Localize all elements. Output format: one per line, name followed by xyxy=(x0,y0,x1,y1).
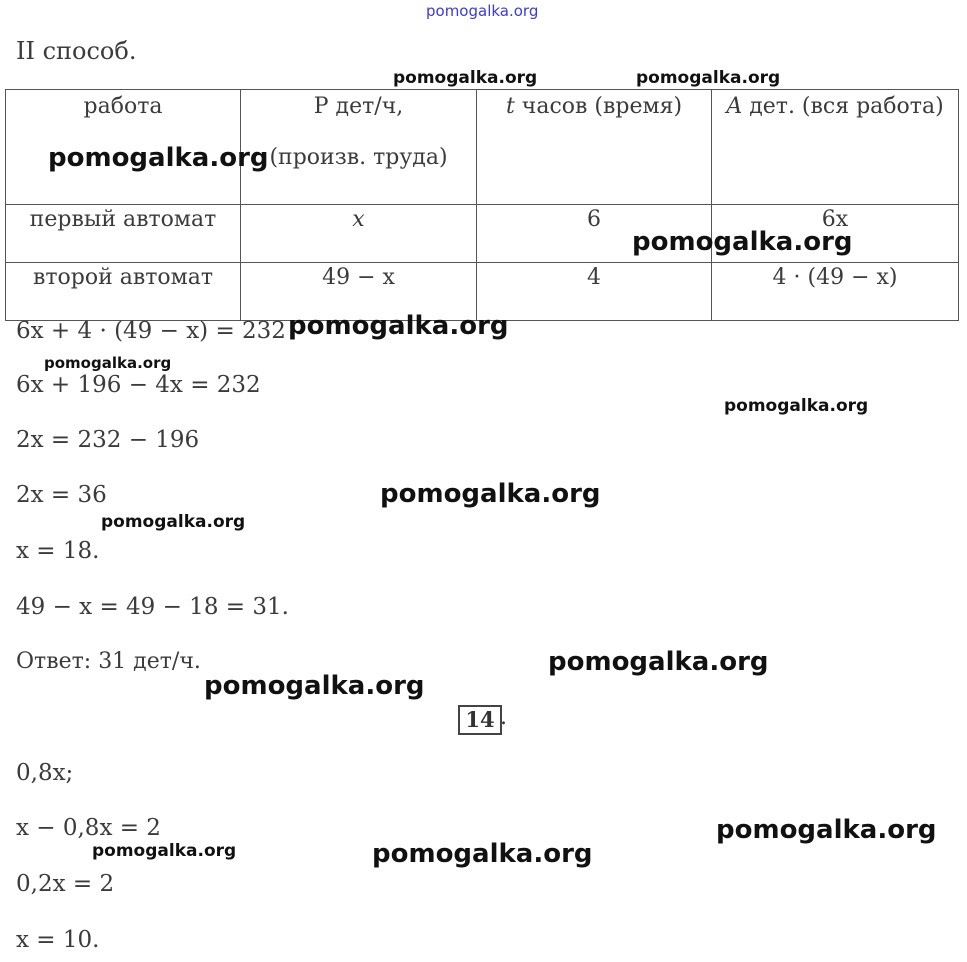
watermark: pomogalka.org xyxy=(204,671,425,701)
cell-total: 4 · (49 − x) xyxy=(712,263,959,321)
watermark: pomogalka.org xyxy=(380,479,601,509)
header-work: работа xyxy=(6,90,241,205)
cell-total: 6x xyxy=(712,205,959,263)
cell-time: 6 xyxy=(477,205,712,263)
equation-line: 6x + 4 · (49 − x) = 232 xyxy=(16,318,286,344)
watermark: pomogalka.org xyxy=(724,396,869,416)
method-heading: II способ. xyxy=(16,37,137,65)
watermark: pomogalka.org xyxy=(393,68,538,88)
watermark: pomogalka.org xyxy=(716,815,937,845)
cell-productivity: 49 − x xyxy=(241,263,477,321)
solution-line: x = 10. xyxy=(16,927,100,953)
header-productivity: P дет/ч, (произв. труда) xyxy=(241,90,477,205)
equation-line: x = 18. xyxy=(16,538,100,564)
solution-line: 0,8x; xyxy=(16,760,74,786)
equation-line: 2x = 36 xyxy=(16,482,107,508)
equation-line: 2x = 232 − 196 xyxy=(16,427,200,453)
solution-line: x − 0,8x = 2 xyxy=(16,815,161,841)
header-total-work: A дет. (вся работа) xyxy=(712,90,959,205)
watermark: pomogalka.org xyxy=(636,68,781,88)
cell-name: второй автомат xyxy=(6,263,241,321)
solution-line: 0,2x = 2 xyxy=(16,871,115,897)
watermark: pomogalka.org xyxy=(548,647,769,677)
cell-productivity: x xyxy=(241,205,477,263)
site-link[interactable]: pomogalka.org xyxy=(426,2,539,20)
equation-line: 49 − x = 49 − 18 = 31. xyxy=(16,594,289,620)
answer-text: Ответ: 31 дет/ч. xyxy=(16,649,201,674)
problem-number-dot: . xyxy=(500,705,507,730)
equation-line: 6x + 196 − 4x = 232 xyxy=(16,372,261,398)
watermark: pomogalka.org xyxy=(101,512,246,532)
cell-name: первый автомат xyxy=(6,205,241,263)
watermark: pomogalka.org xyxy=(288,311,509,341)
watermark: pomogalka.org xyxy=(48,143,269,173)
problem-number: 14 xyxy=(458,705,502,735)
work-table xyxy=(5,89,959,321)
watermark: pomogalka.org xyxy=(372,839,593,869)
watermark: pomogalka.org xyxy=(44,354,172,372)
header-time: t часов (время) xyxy=(477,90,712,205)
watermark: pomogalka.org xyxy=(632,227,853,257)
cell-time: 4 xyxy=(477,263,712,321)
watermark: pomogalka.org xyxy=(92,841,237,861)
